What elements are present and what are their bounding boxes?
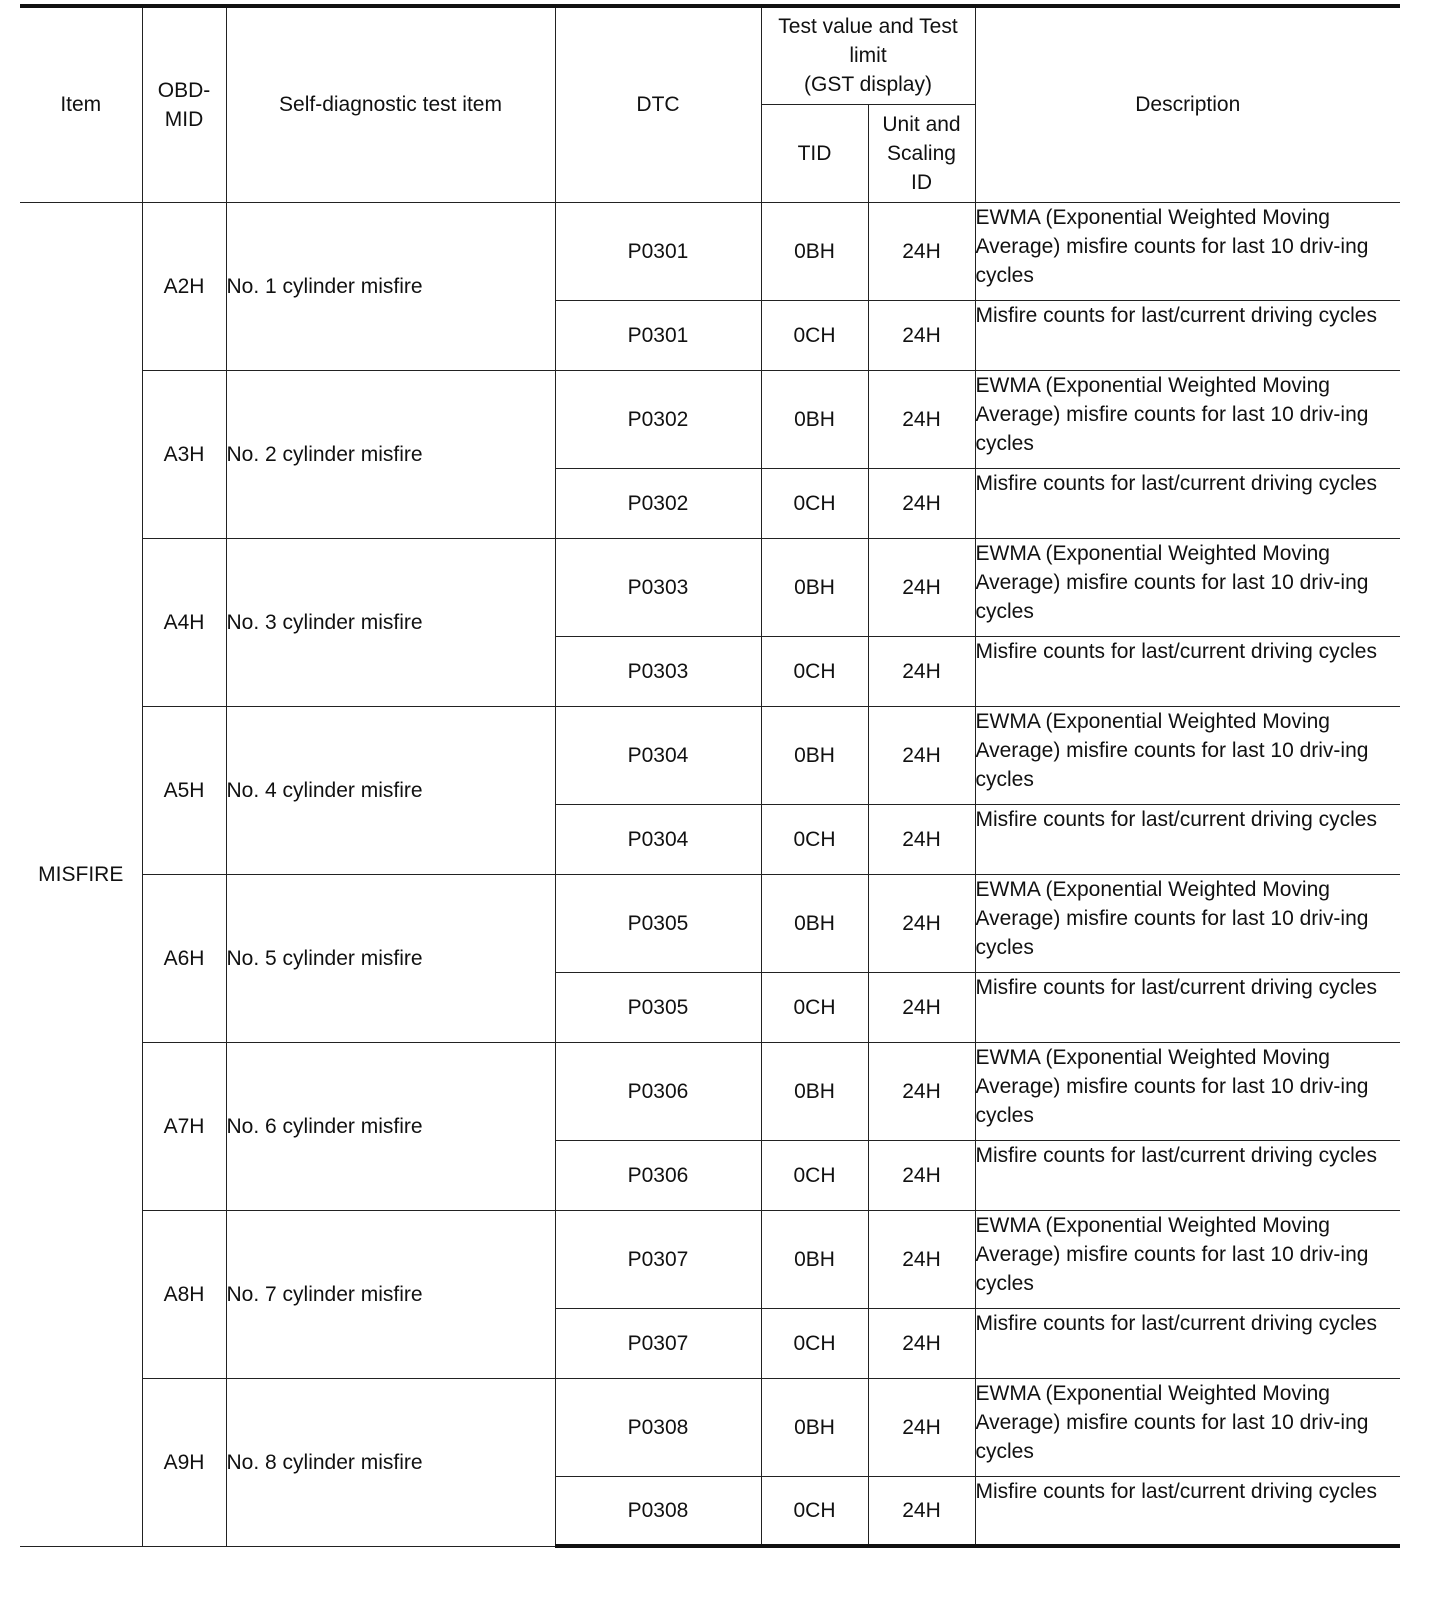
description-cell: Misfire counts for last/current driving cycles — [975, 300, 1400, 370]
header-item: Item — [20, 6, 142, 202]
unit-scaling-cell: 24H — [868, 874, 975, 972]
obd-mid-cell: A4H — [142, 538, 226, 706]
table-header — [20, 6, 1400, 202]
obd-mid-cell: A7H — [142, 1042, 226, 1210]
obd-mid-cell: A5H — [142, 706, 226, 874]
test-item-cell: No. 4 cylinder misfire — [226, 706, 555, 874]
tid-cell: 0BH — [761, 1378, 868, 1476]
header-obd-mid: OBD- MID — [142, 6, 226, 202]
description-cell: Misfire counts for last/current driving cycles — [975, 1308, 1400, 1378]
tid-cell: 0CH — [761, 1476, 868, 1546]
unit-scaling-cell: 24H — [868, 706, 975, 804]
dtc-cell: P0308 — [555, 1476, 761, 1546]
header-description: Description — [975, 6, 1400, 202]
tid-cell: 0BH — [761, 1042, 868, 1140]
dtc-cell: P0304 — [555, 804, 761, 874]
dtc-cell: P0302 — [555, 370, 761, 468]
unit-scaling-cell: 24H — [868, 636, 975, 706]
unit-scaling-cell: 24H — [868, 1378, 975, 1476]
tid-cell: 0CH — [761, 804, 868, 874]
tid-cell: 0BH — [761, 538, 868, 636]
tid-cell: 0CH — [761, 468, 868, 538]
description-cell: Misfire counts for last/current driving cycles — [975, 1476, 1400, 1546]
test-item-cell: No. 3 cylinder misfire — [226, 538, 555, 706]
obd-mid-cell: A8H — [142, 1210, 226, 1378]
tid-cell: 0BH — [761, 706, 868, 804]
header-unit-and-scaling-id: Unit and Scaling ID — [868, 104, 975, 202]
header-test-value-and-limit: Test value and Test limit (GST display) — [761, 6, 975, 104]
tid-cell: 0BH — [761, 874, 868, 972]
dtc-cell: P0303 — [555, 538, 761, 636]
unit-scaling-cell: 24H — [868, 468, 975, 538]
dtc-cell: P0306 — [555, 1042, 761, 1140]
obd-misfire-table — [20, 4, 1400, 1548]
dtc-cell: P0301 — [555, 202, 761, 300]
test-item-cell: No. 8 cylinder misfire — [226, 1378, 555, 1546]
obd-mid-cell: A3H — [142, 370, 226, 538]
unit-scaling-cell: 24H — [868, 538, 975, 636]
dtc-cell: P0307 — [555, 1308, 761, 1378]
description-cell: Misfire counts for last/current driving cycles — [975, 972, 1400, 1042]
description-cell: EWMA (Exponential Weighted Moving Average) misfire counts for last 10 driv-ing cycles — [975, 1378, 1400, 1476]
description-cell: EWMA (Exponential Weighted Moving Average) misfire counts for last 10 driv-ing cycles — [975, 370, 1400, 468]
dtc-cell: P0305 — [555, 874, 761, 972]
unit-scaling-cell: 24H — [868, 300, 975, 370]
description-cell: Misfire counts for last/current driving cycles — [975, 1140, 1400, 1210]
tid-cell: 0CH — [761, 1308, 868, 1378]
description-cell: EWMA (Exponential Weighted Moving Average) misfire counts for last 10 driv-ing cycles — [975, 874, 1400, 972]
description-cell: EWMA (Exponential Weighted Moving Average) misfire counts for last 10 driv-ing cycles — [975, 1042, 1400, 1140]
dtc-cell: P0304 — [555, 706, 761, 804]
tid-cell: 0CH — [761, 636, 868, 706]
table-row — [20, 874, 1400, 972]
description-cell: EWMA (Exponential Weighted Moving Average) misfire counts for last 10 driv-ing cycles — [975, 538, 1400, 636]
unit-scaling-cell: 24H — [868, 804, 975, 874]
unit-scaling-cell: 24H — [868, 1210, 975, 1308]
header-dtc: DTC — [555, 6, 761, 202]
unit-scaling-cell: 24H — [868, 1140, 975, 1210]
table-row — [20, 538, 1400, 636]
obd-mid-cell: A9H — [142, 1378, 226, 1546]
table-row — [20, 1378, 1400, 1476]
dtc-cell: P0306 — [555, 1140, 761, 1210]
description-cell: EWMA (Exponential Weighted Moving Average) misfire counts for last 10 driv-ing cycles — [975, 202, 1400, 300]
test-item-cell: No. 1 cylinder misfire — [226, 202, 555, 370]
unit-scaling-cell: 24H — [868, 370, 975, 468]
dtc-cell: P0307 — [555, 1210, 761, 1308]
table-row — [20, 202, 1400, 300]
unit-scaling-cell: 24H — [868, 1042, 975, 1140]
tid-cell: 0CH — [761, 972, 868, 1042]
test-item-cell: No. 2 cylinder misfire — [226, 370, 555, 538]
table-row — [20, 370, 1400, 468]
dtc-cell: P0308 — [555, 1378, 761, 1476]
unit-scaling-cell: 24H — [868, 1476, 975, 1546]
description-cell: Misfire counts for last/current driving cycles — [975, 636, 1400, 706]
item-cell: MISFIRE — [20, 202, 142, 1546]
unit-scaling-cell: 24H — [868, 1308, 975, 1378]
description-cell: EWMA (Exponential Weighted Moving Average) misfire counts for last 10 driv-ing cycles — [975, 1210, 1400, 1308]
description-cell: Misfire counts for last/current driving cycles — [975, 468, 1400, 538]
header-self-diagnostic-test-item: Self-diagnostic test item — [226, 6, 555, 202]
tid-cell: 0BH — [761, 1210, 868, 1308]
dtc-cell: P0303 — [555, 636, 761, 706]
description-cell: Misfire counts for last/current driving cycles — [975, 804, 1400, 874]
header-tid: TID — [761, 104, 868, 202]
description-cell: EWMA (Exponential Weighted Moving Average) misfire counts for last 10 driv-ing cycles — [975, 706, 1400, 804]
unit-scaling-cell: 24H — [868, 202, 975, 300]
dtc-cell: P0305 — [555, 972, 761, 1042]
dtc-cell: P0301 — [555, 300, 761, 370]
tid-cell: 0BH — [761, 370, 868, 468]
obd-mid-cell: A2H — [142, 202, 226, 370]
table-row — [20, 706, 1400, 804]
tid-cell: 0CH — [761, 300, 868, 370]
dtc-cell: P0302 — [555, 468, 761, 538]
tid-cell: 0BH — [761, 202, 868, 300]
test-item-cell: No. 6 cylinder misfire — [226, 1042, 555, 1210]
test-item-cell: No. 5 cylinder misfire — [226, 874, 555, 1042]
test-item-cell: No. 7 cylinder misfire — [226, 1210, 555, 1378]
table-row — [20, 1042, 1400, 1140]
table-row — [20, 1210, 1400, 1308]
tid-cell: 0CH — [761, 1140, 868, 1210]
unit-scaling-cell: 24H — [868, 972, 975, 1042]
obd-mid-cell: A6H — [142, 874, 226, 1042]
table-body — [20, 202, 1400, 1546]
